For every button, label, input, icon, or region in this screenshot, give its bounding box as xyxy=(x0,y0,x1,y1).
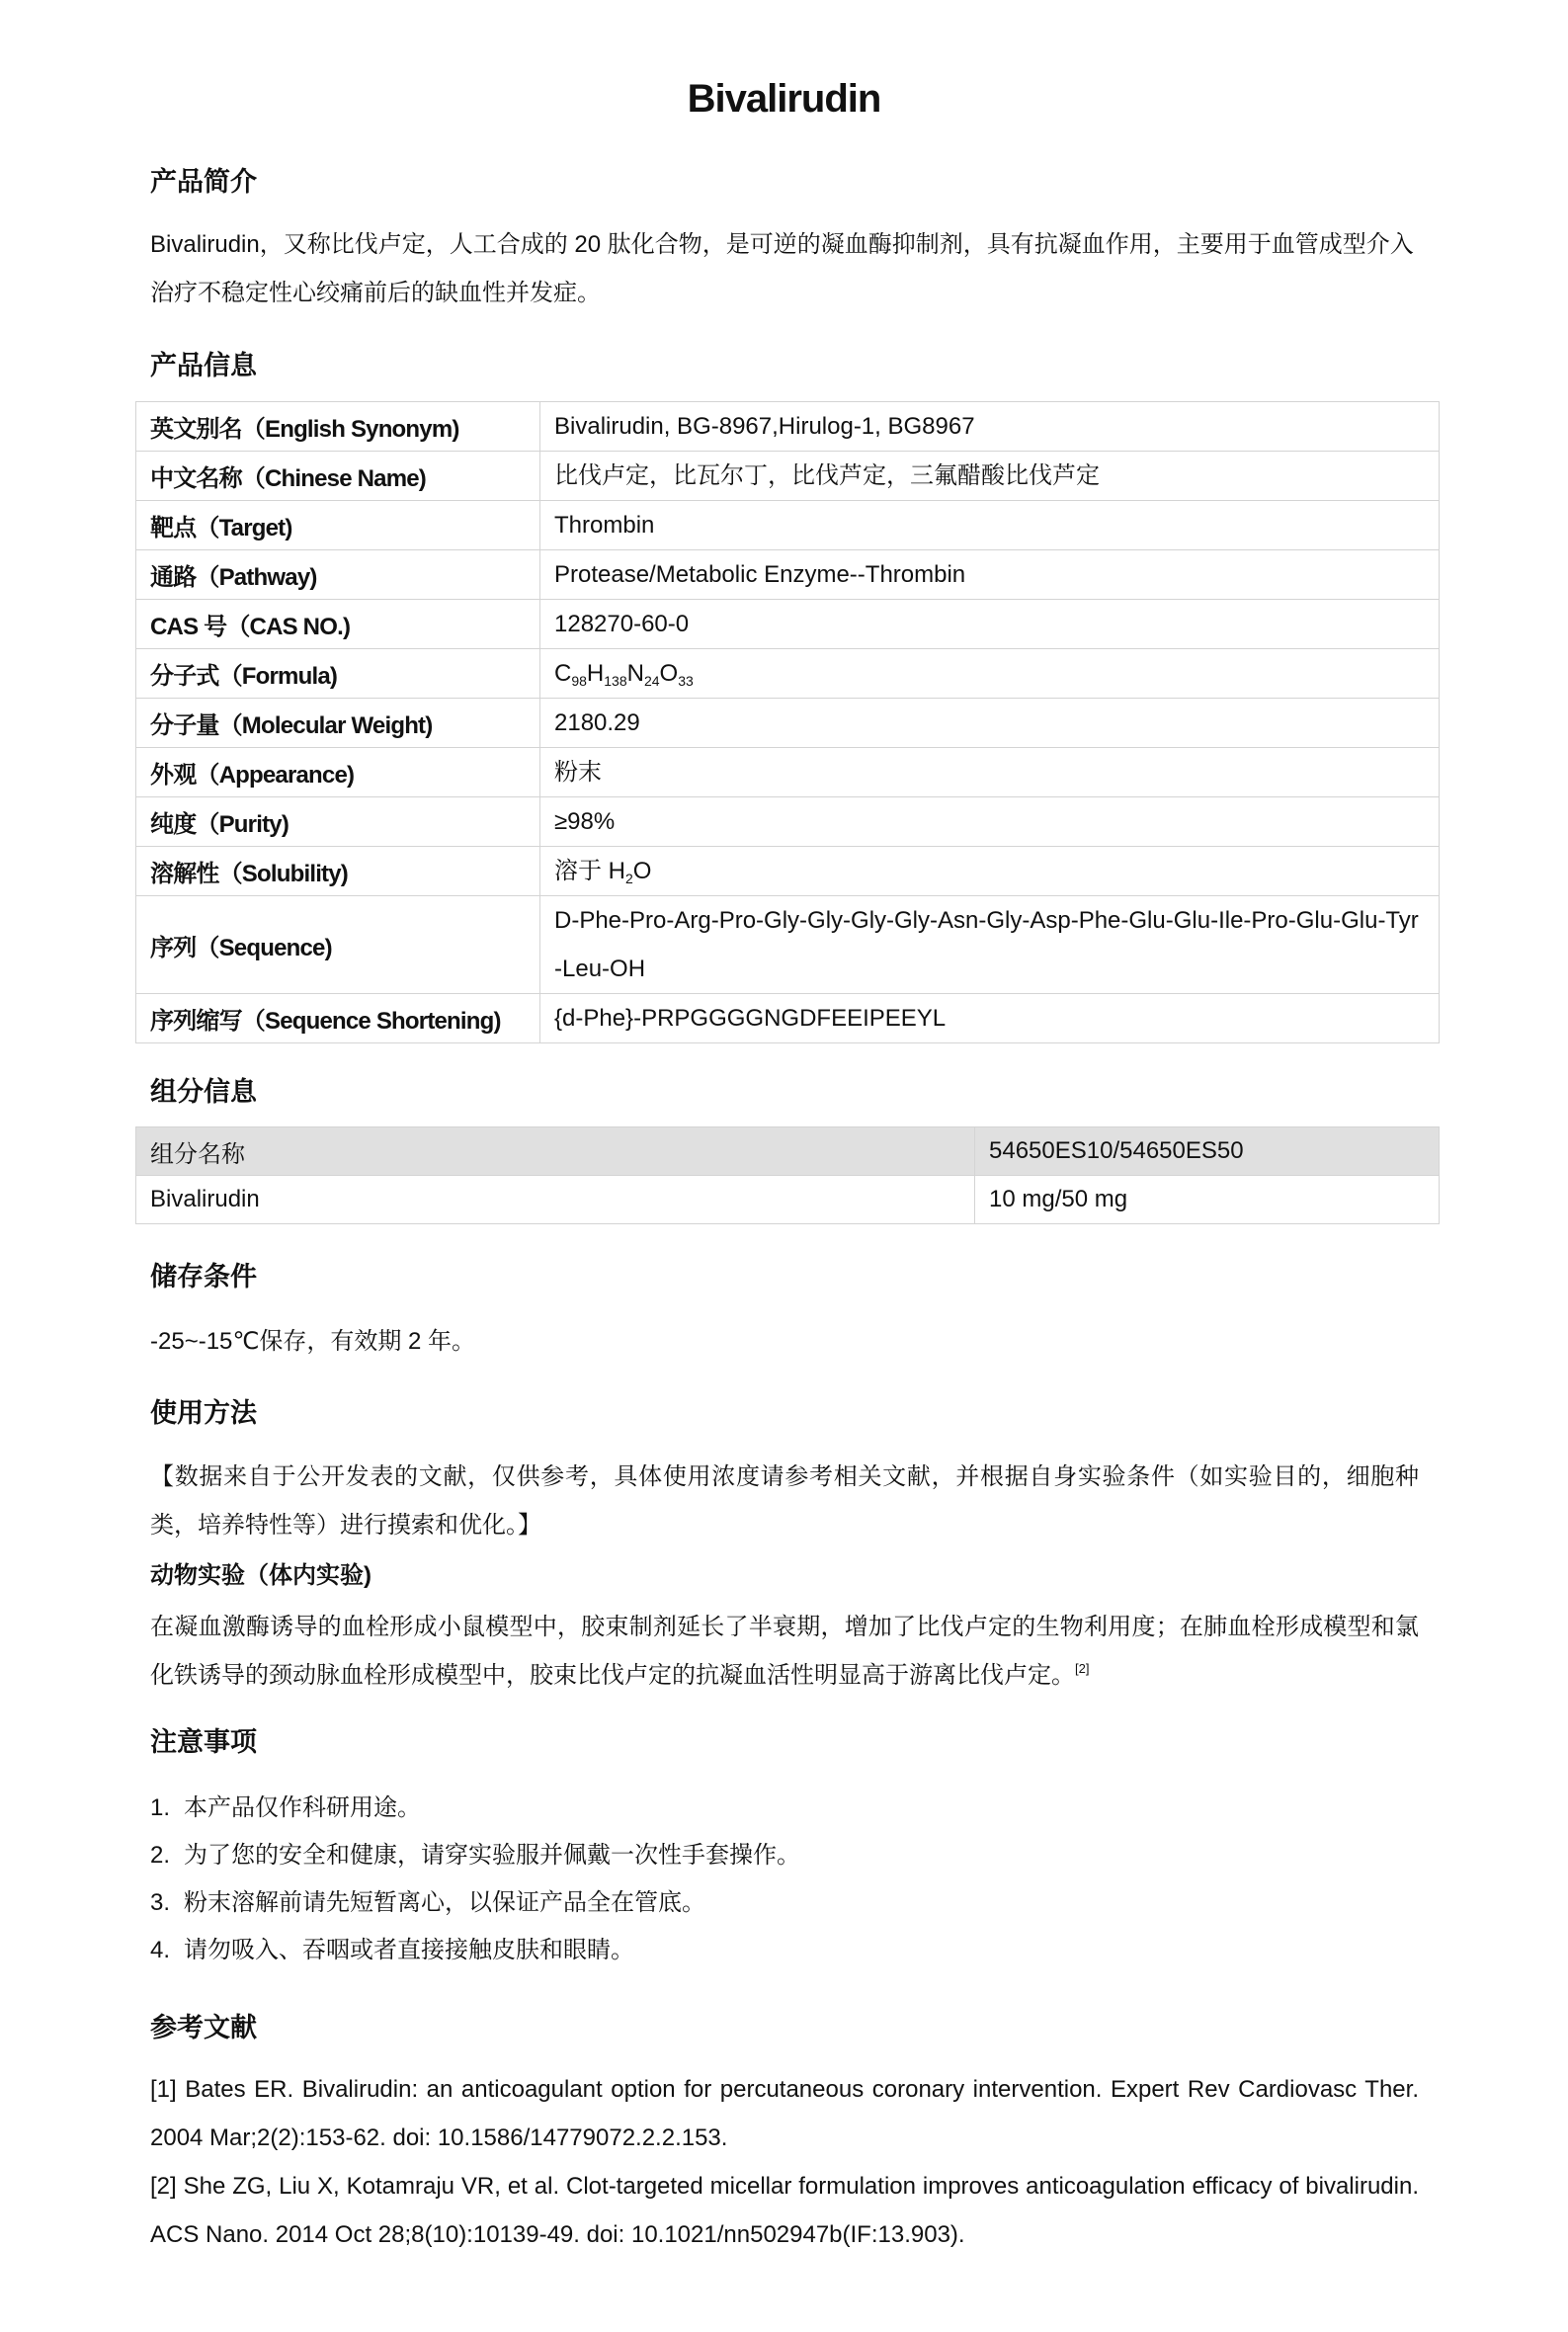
list-item: 1. 本产品仅作科研用途。 xyxy=(150,1794,421,1821)
info-value: Bivalirudin, BG-8967,Hirulog-1, BG8967 xyxy=(540,402,1440,452)
info-key: 中文名称（Chinese Name) xyxy=(136,452,540,501)
info-value: 128270-60-0 xyxy=(540,600,1440,649)
references-heading: 参考文献 xyxy=(150,2013,257,2042)
storage-text: -25~-15℃保存，有效期 2 年。 xyxy=(150,1328,476,1355)
info-value: 粉末 xyxy=(540,748,1440,797)
info-key: 分子量（Molecular Weight) xyxy=(136,699,540,748)
info-value: Thrombin xyxy=(540,501,1440,550)
info-heading: 产品信息 xyxy=(150,351,257,380)
list-item: 3. 粉末溶解前请先短暂离心，以保证产品全在管底。 xyxy=(150,1889,705,1916)
table-row xyxy=(136,847,1440,896)
info-key: 英文别名（English Synonym) xyxy=(136,402,540,452)
table-row xyxy=(136,452,1440,501)
info-key: 外观（Appearance) xyxy=(136,748,540,797)
notes-heading: 注意事项 xyxy=(150,1727,257,1757)
table-row xyxy=(136,748,1440,797)
info-key: 序列缩写（Sequence Shortening) xyxy=(136,994,540,1043)
info-key: 序列（Sequence) xyxy=(136,896,540,994)
info-key: 纯度（Purity) xyxy=(136,797,540,847)
storage-heading: 储存条件 xyxy=(150,1262,257,1291)
notes-list xyxy=(150,1785,800,1974)
intro-heading: 产品简介 xyxy=(150,167,257,197)
column-header: 54650ES10/54650ES50 xyxy=(975,1127,1440,1176)
info-key: 溶解性（Solubility) xyxy=(136,847,540,896)
table-row xyxy=(136,600,1440,649)
formula-value: $C_{98}H_{138}N_{24}O_{33}$ xyxy=(540,649,1440,699)
components-heading: 组分信息 xyxy=(150,1077,257,1107)
usage-note: 【数据来自于公开发表的文献，仅供参考，具体使用浓度请参考相关文献，并根据自身实验条件（如实验目的，细胞种类，培养特性等）进行摸索和优化。】 xyxy=(150,1463,1419,1539)
component-amount: 10 mg/50 mg xyxy=(975,1176,1440,1224)
info-value: Protease/Metabolic Enzyme--Thrombin xyxy=(540,550,1440,600)
list-item: 4. 请勿吸入、吞咽或者直接接触皮肤和眼睛。 xyxy=(150,1937,634,1963)
table-row xyxy=(136,797,1440,847)
table-row xyxy=(136,501,1440,550)
table-row xyxy=(136,1176,1440,1224)
info-key: CAS 号（CAS NO.) xyxy=(136,600,540,649)
reference-item: [2] She ZG, Liu X, Kotamraju VR, et al. Clot-targeted micellar formulation improves anticoagulation efficacy of bivalirudin. ACS Nano. 2014 Oct 28;8(10):10139-49. doi: 10.1021/nn502947b(IF:13.903). xyxy=(150,2173,1419,2248)
info-value: 比伐卢定，比瓦尔丁，比伐芦定，三氟醋酸比伐芦定 xyxy=(540,452,1440,501)
table-row xyxy=(136,550,1440,600)
info-key: 靶点（Target) xyxy=(136,501,540,550)
solubility-value: 溶于 $H_2O$ xyxy=(540,847,1440,896)
table-row xyxy=(136,402,1440,452)
list-item: 2. 为了您的安全和健康，请穿实验服并佩戴一次性手套操作。 xyxy=(150,1842,800,1869)
info-key: 通路（Pathway) xyxy=(136,550,540,600)
info-key: 分子式（Formula) xyxy=(136,649,540,699)
page-title: Bivalirudin xyxy=(687,77,881,121)
table-row xyxy=(136,896,1440,994)
product-info-table xyxy=(135,401,1440,1043)
reference-item: [1] Bates ER. Bivalirudin: an anticoagulant option for percutaneous coronary intervention. Expert Rev Cardiovasc Ther. 2004 Mar;2(2):153-62. doi: 10.1586/14779072.2.2.153. xyxy=(150,2076,1419,2151)
usage-heading: 使用方法 xyxy=(150,1398,257,1428)
table-row xyxy=(136,994,1440,1043)
components-table xyxy=(135,1126,1440,1224)
citation-ref: [2] xyxy=(1075,1661,1090,1676)
column-header: 组分名称 xyxy=(136,1127,975,1176)
animal-experiment-text: 在凝血激酶诱导的血栓形成小鼠模型中，胶束制剂延长了半衰期，增加了比伐卢定的生物利用度；在肺血栓形成模型和氯化铁诱导的颈动脉血栓形成模型中，胶束比伐卢定的抗凝血活性明显高于游离比伐卢定。[2] xyxy=(150,1614,1419,1689)
animal-experiment-heading: 动物实验（体内实验) xyxy=(150,1562,371,1589)
table-row xyxy=(136,699,1440,748)
sequence-value: D-Phe-Pro-Arg-Pro-Gly-Gly-Gly-Gly-Asn-Gly-Asp-Phe-Glu-Glu-Ile-Pro-Glu-Glu-Tyr-Leu-OH xyxy=(540,896,1440,994)
table-row xyxy=(136,649,1440,699)
info-value: 2180.29 xyxy=(540,699,1440,748)
info-value: ≥98% xyxy=(540,797,1440,847)
intro-text: Bivalirudin，又称比伐卢定，人工合成的 20 肽化合物，是可逆的凝血酶抑制剂，具有抗凝血作用，主要用于血管成型介入治疗不稳定性心绞痛前后的缺血性并发症。 xyxy=(150,231,1414,306)
table-header-row xyxy=(136,1127,1440,1176)
component-name: Bivalirudin xyxy=(136,1176,975,1224)
info-value: {d-Phe}-PRPGGGGNGDFEEIPEEYL xyxy=(540,994,1440,1043)
